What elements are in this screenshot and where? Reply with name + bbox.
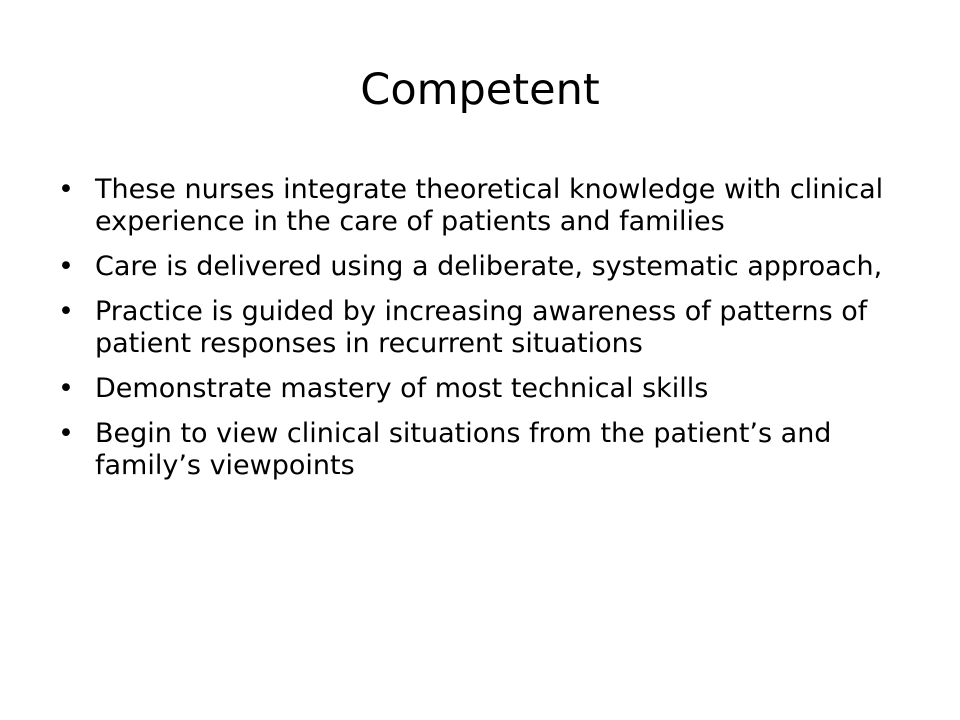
bullet-item: [58, 251, 918, 283]
bullet-icon: •: [58, 296, 74, 327]
bullet-icon: •: [58, 373, 74, 404]
bullet-item: [58, 373, 918, 405]
bullet-icon: •: [58, 251, 74, 282]
bullet-text: Demonstrate mastery of most technical skills: [95, 373, 709, 404]
bullet-list: [58, 174, 918, 495]
bullet-item: [58, 418, 918, 482]
bullet-text: Begin to view clinical situations from the patient’s and family’s viewpoints: [95, 418, 832, 481]
bullet-text: Practice is guided by increasing awareness of patterns of patient responses in recurrent situations: [95, 296, 868, 359]
bullet-icon: •: [58, 418, 74, 449]
bullet-text: These nurses integrate theoretical knowledge with clinical experience in the care of patients and families: [95, 174, 884, 237]
bullet-item: [58, 174, 918, 238]
bullet-text: Care is delivered using a deliberate, systematic approach,: [95, 251, 883, 282]
bullet-item: [58, 296, 918, 360]
slide-title: Competent: [360, 65, 600, 115]
bullet-icon: •: [58, 174, 74, 205]
